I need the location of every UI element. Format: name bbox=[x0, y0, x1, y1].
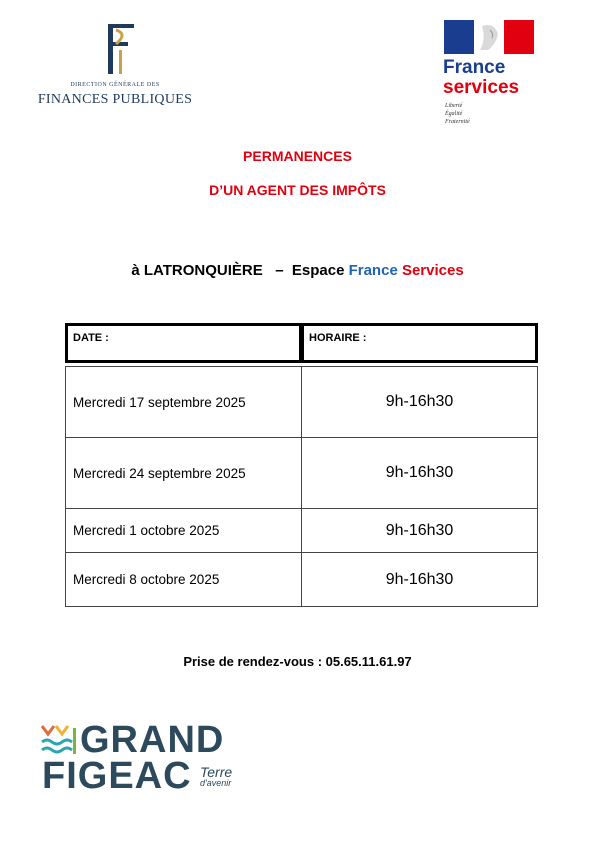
table-row bbox=[65, 366, 538, 438]
grand-figeac-logo bbox=[40, 718, 260, 798]
grand-figeac-figeac: FIGEAC bbox=[42, 755, 192, 797]
location-line bbox=[0, 262, 595, 279]
grand-figeac-mark-icon bbox=[40, 722, 80, 758]
motto-fraternite: Fraternité bbox=[445, 119, 470, 125]
dgfip-subtitle: DIRECTION GÉNÉRALE DES bbox=[70, 82, 160, 88]
schedule-table bbox=[65, 323, 538, 607]
header-hours: HORAIRE : bbox=[301, 323, 538, 363]
row-hours: 9h-16h30 bbox=[301, 552, 538, 607]
row-hours: 9h-16h30 bbox=[301, 508, 538, 553]
grand-figeac-avenir: d'avenir bbox=[200, 778, 232, 788]
location-france: France bbox=[348, 262, 398, 279]
table-row bbox=[65, 552, 538, 607]
page-title: PERMANENCES bbox=[243, 148, 352, 164]
dgfip-title: FINANCES PUBLIQUES bbox=[37, 92, 193, 107]
location-prefix: à LATRONQUIÈRE – Espace bbox=[131, 262, 349, 279]
france-services-word-services: services bbox=[443, 77, 520, 98]
row-hours: 9h-16h30 bbox=[301, 366, 538, 438]
motto-egalite: Égalité bbox=[445, 111, 463, 117]
marianne-flag-icon bbox=[444, 20, 534, 54]
motto-liberte: Liberté bbox=[445, 103, 463, 109]
table-row bbox=[65, 437, 538, 509]
france-services-logo bbox=[440, 18, 540, 133]
header-date: DATE : bbox=[65, 323, 302, 363]
page-subtitle: D’UN AGENT DES IMPÔTS bbox=[209, 182, 386, 198]
row-date: Mercredi 17 septembre 2025 bbox=[65, 366, 302, 438]
row-date: Mercredi 1 octobre 2025 bbox=[65, 508, 302, 553]
row-date: Mercredi 8 octobre 2025 bbox=[65, 552, 302, 607]
dgfip-f-icon bbox=[92, 22, 140, 78]
row-hours: 9h-16h30 bbox=[301, 437, 538, 509]
dgfip-logo bbox=[30, 22, 200, 112]
grand-figeac-terre: Terre bbox=[200, 764, 233, 780]
location-services: Services bbox=[397, 262, 464, 279]
france-services-word-france: France bbox=[443, 57, 506, 78]
table-row bbox=[65, 508, 538, 553]
appointment-phone: Prise de rendez-vous : 05.65.11.61.97 bbox=[183, 654, 412, 669]
row-date: Mercredi 24 septembre 2025 bbox=[65, 437, 302, 509]
grand-figeac-grand: GRAND bbox=[80, 719, 225, 761]
